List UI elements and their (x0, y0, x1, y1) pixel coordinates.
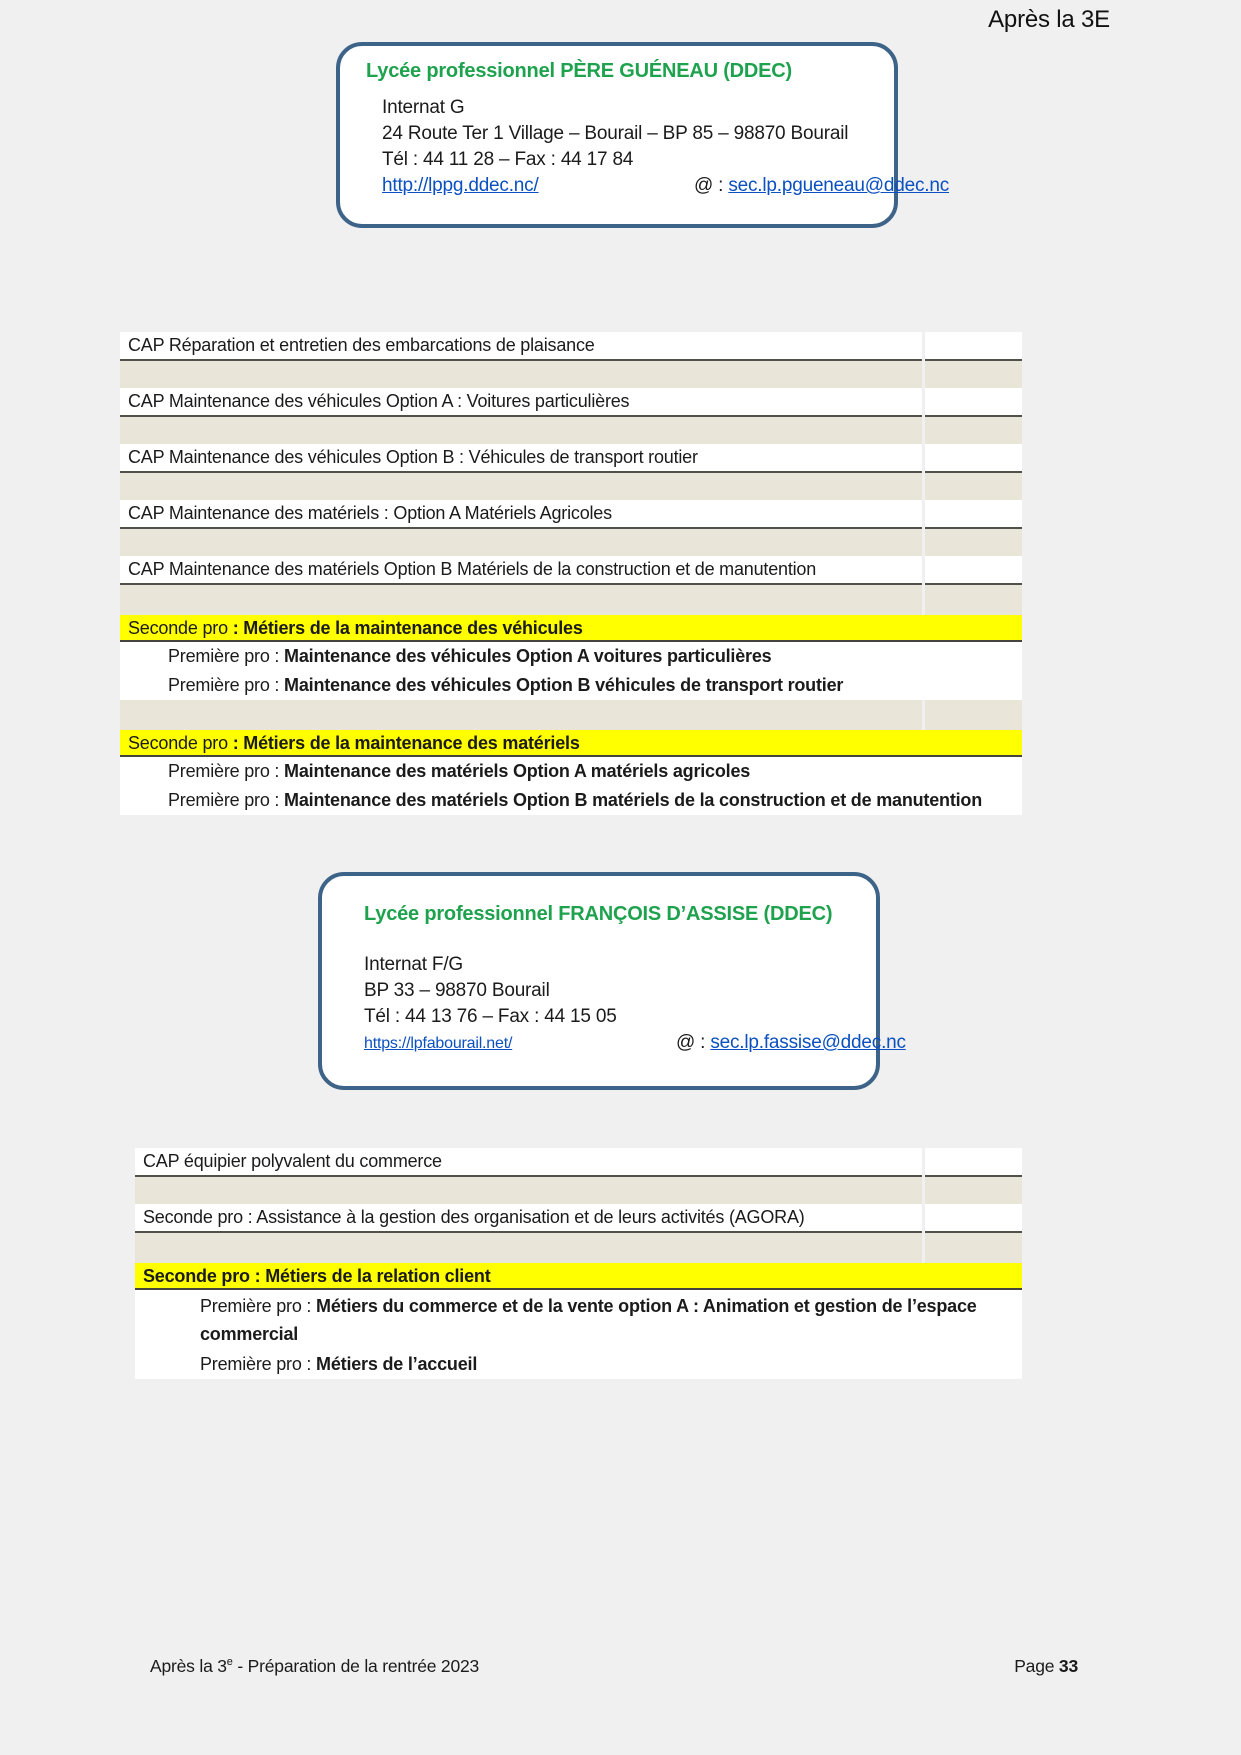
program-row-cap (120, 444, 1022, 473)
program-row-premiere: Première pro : Maintenance des véhicules Option A voitures particulières (120, 642, 1022, 671)
programs-table-francois-d-assise (135, 1148, 1022, 1379)
footer-document-title: Après la 3e - Préparation de la rentrée 2023 (150, 1656, 480, 1676)
table-side-cell (925, 332, 1022, 361)
page-footer (150, 1656, 1078, 1677)
program-row-cap (120, 500, 1022, 529)
program-row-cap (135, 1204, 1022, 1233)
school-website-link[interactable]: http://lppg.ddec.nc/ (382, 175, 539, 196)
school-email-group (694, 173, 949, 199)
program-row-premiere: Première pro : Maintenance des matériels Option A matériels agricoles (120, 757, 1022, 786)
school-name: Lycée professionnel FRANÇOIS D’ASSISE (DDEC) (364, 903, 833, 925)
program-cell: Seconde pro : Assistance à la gestion des organisation et de leurs activités (AGORA) (135, 1204, 922, 1233)
school-card-francois-d-assise (318, 872, 906, 1090)
school-address: 24 Route Ter 1 Village – Bourail – BP 85 – 98870 Bourail (382, 123, 849, 144)
program-row-cap (120, 556, 1022, 585)
program-cell: CAP Réparation et entretien des embarcations de plaisance (120, 332, 922, 361)
table-side-cell (925, 444, 1022, 473)
footer-superscript: e (226, 1656, 233, 1669)
table-gap-row (120, 700, 1022, 730)
program-row-premiere: Première pro : Maintenance des véhicules Option B véhicules de transport routier (120, 671, 1022, 700)
program-cell: CAP Maintenance des matériels Option B Matériels de la construction et de manutention (120, 556, 922, 585)
school-internat: Internat G (382, 97, 465, 118)
table-side-cell (925, 556, 1022, 585)
program-cell: CAP équipier polyvalent du commerce (135, 1148, 922, 1177)
program-cell: CAP Maintenance des véhicules Option A : Voitures particulières (120, 388, 922, 417)
school-email-group (676, 1030, 906, 1056)
program-row-seconde: Seconde pro : Métiers de la maintenance des matériels (120, 730, 1022, 757)
table-gap-row (120, 585, 1022, 615)
school-email-link[interactable]: sec.lp.fassise@ddec.nc (710, 1032, 906, 1053)
program-row-premiere: Première pro : Métiers de l’accueil (135, 1350, 1022, 1379)
school-links-row (364, 1030, 906, 1057)
page-header: Après la 3E (988, 6, 1110, 33)
table-gap-row (120, 417, 1022, 444)
program-row-cap (135, 1148, 1022, 1177)
program-row-cap (120, 332, 1022, 361)
school-links-row (382, 173, 950, 199)
table-gap-row (120, 361, 1022, 388)
school-phone-fax: Tél : 44 11 28 – Fax : 44 17 84 (382, 149, 634, 170)
programs-table-pere-gueneau (120, 332, 1022, 815)
table-gap-row (120, 529, 1022, 556)
school-address: BP 33 – 98870 Bourail (364, 980, 550, 1001)
school-email-link[interactable]: sec.lp.pgueneau@ddec.nc (728, 175, 950, 196)
school-internat: Internat F/G (364, 954, 463, 975)
school-phone-fax: Tél : 44 13 76 – Fax : 44 15 05 (364, 1006, 617, 1027)
school-details (364, 952, 906, 1057)
school-website-link[interactable]: https://lpfabourail.net/ (364, 1035, 513, 1052)
table-gap-row (135, 1177, 1022, 1204)
email-label: @ : (694, 175, 729, 196)
program-row-premiere: Première pro : Métiers du commerce et de la vente option A : Animation et gestion de l’espace commercial (135, 1290, 1022, 1350)
table-gap-row (135, 1233, 1022, 1263)
email-label: @ : (676, 1032, 711, 1053)
table-side-cell (925, 500, 1022, 529)
school-details (382, 95, 950, 199)
school-card-pere-gueneau (336, 42, 950, 228)
program-cell: CAP Maintenance des matériels : Option A Matériels Agricoles (120, 500, 922, 529)
table-side-cell (925, 1204, 1022, 1233)
footer-page-number: Page 33 (1014, 1656, 1078, 1676)
table-side-cell (925, 1148, 1022, 1177)
program-row-cap (120, 388, 1022, 417)
program-row-premiere: Première pro : Maintenance des matériels Option B matériels de la construction et de manutention (120, 786, 1022, 815)
program-row-seconde: Seconde pro : Métiers de la maintenance des véhicules (120, 615, 1022, 642)
school-name: Lycée professionnel PÈRE GUÉNEAU (DDEC) (366, 60, 792, 82)
table-side-cell (925, 388, 1022, 417)
table-gap-row (120, 473, 1022, 500)
program-row-seconde: Seconde pro : Métiers de la relation client (135, 1263, 1022, 1290)
program-cell: CAP Maintenance des véhicules Option B : Véhicules de transport routier (120, 444, 922, 473)
